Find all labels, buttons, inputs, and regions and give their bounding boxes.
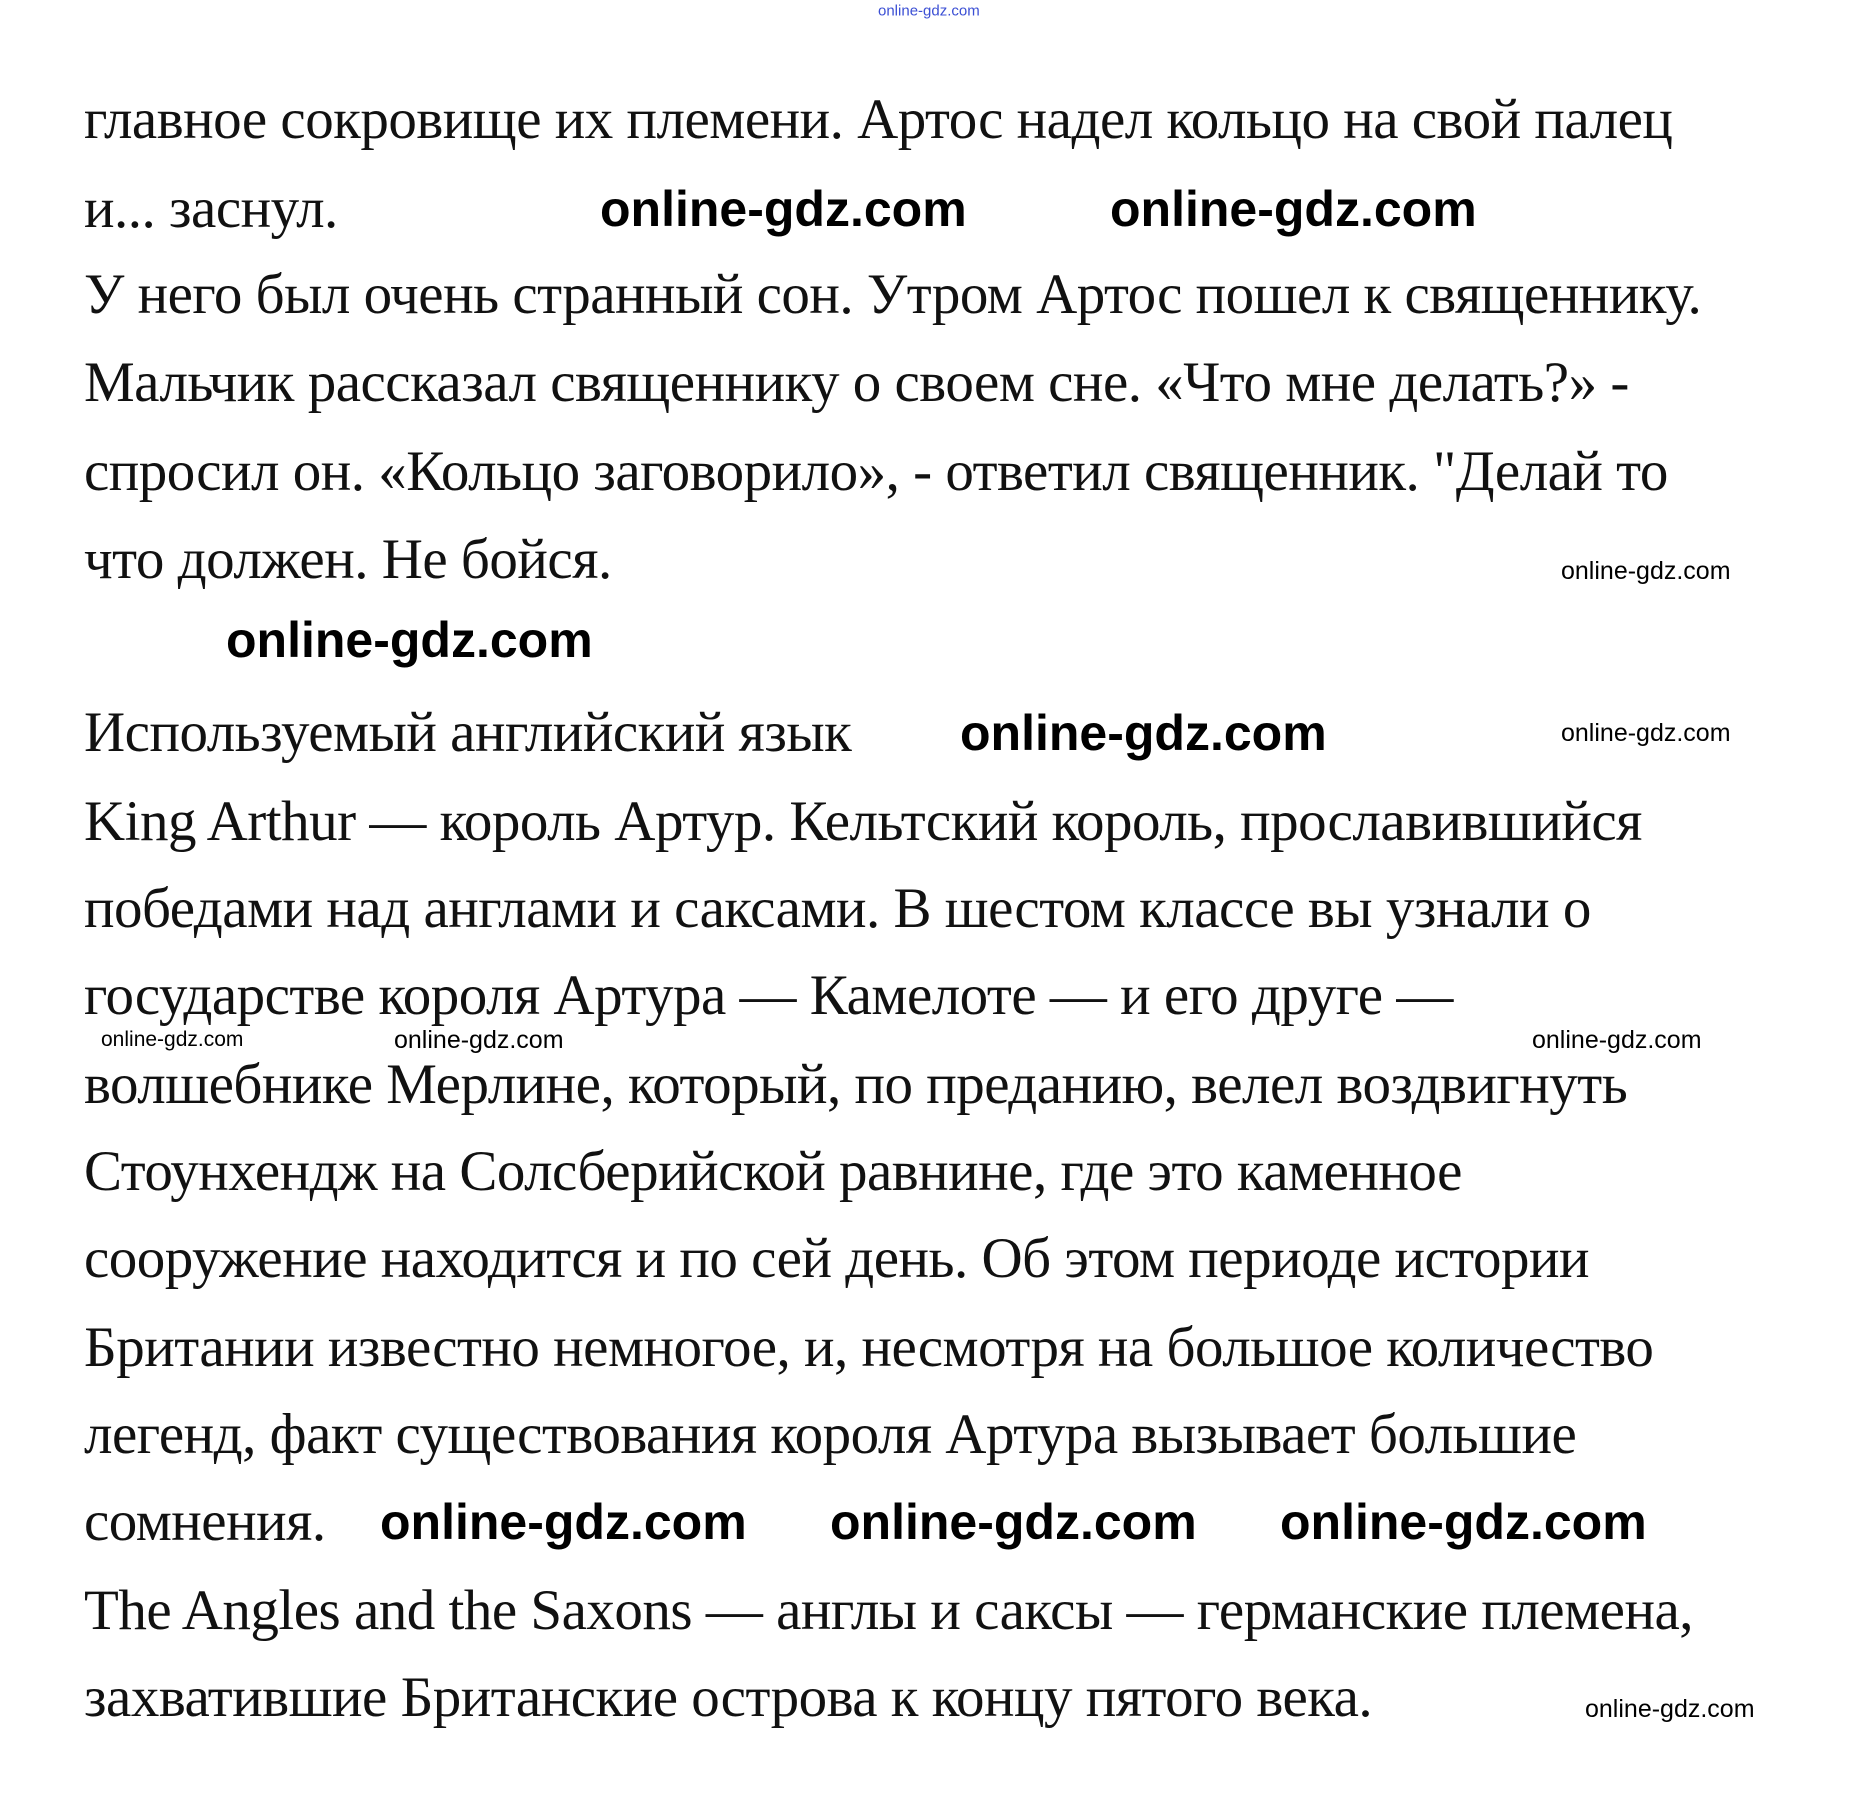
text-line: волшебнике Мерлине, который, по преданию, велел воздвигнуть (84, 1053, 1628, 1116)
text-line: победами над англами и саксами. В шестом классе вы узнали о (84, 877, 1591, 940)
text-line: легенд, факт существования короля Артура вызывает большие (84, 1403, 1577, 1466)
watermark: online-gdz.com (1561, 557, 1731, 585)
text-line: захватившие Британские острова к концу пятого века. (84, 1666, 1373, 1729)
text-line: The Angles and the Saxons — англы и саксы — германские племена, (84, 1579, 1694, 1642)
text-line: сооружение находится и по сей день. Об этом периоде истории (84, 1227, 1589, 1290)
watermark: online-gdz.com (226, 612, 593, 668)
text-line: У него был очень странный сон. Утром Артос пошел к священнику. (84, 263, 1702, 326)
watermark: online-gdz.com (1110, 181, 1477, 237)
watermark: online-gdz.com (1532, 1026, 1702, 1054)
watermark: online-gdz.com (1585, 1695, 1755, 1723)
watermark: online-gdz.com (830, 1494, 1197, 1550)
text-line: главное сокровище их племени. Артос надел кольцо на свой палец (84, 88, 1673, 151)
text-line: Стоунхендж на Солсберийской равнине, где это каменное (84, 1140, 1462, 1203)
watermark: online-gdz.com (1561, 719, 1731, 747)
watermark-top: online-gdz.com (878, 2, 980, 20)
text-line: спросил он. «Кольцо заговорило», - ответил священник. "Делай то (84, 440, 1668, 503)
watermark: online-gdz.com (380, 1494, 747, 1550)
watermark: online-gdz.com (101, 1028, 244, 1051)
text-line: сомнения. (84, 1490, 326, 1553)
watermark: online-gdz.com (1280, 1494, 1647, 1550)
text-line: Мальчик рассказал священнику о своем сне. «Что мне делать?» - (84, 351, 1629, 414)
watermark: online-gdz.com (600, 181, 967, 237)
text-line: Британии известно немногое, и, несмотря на большое количество (84, 1316, 1654, 1379)
section-heading: Используемый английский язык (84, 701, 852, 764)
text-line: что должен. Не бойся. (84, 528, 612, 591)
watermark: online-gdz.com (960, 705, 1327, 761)
text-line: и... заснул. (84, 177, 338, 240)
watermark: online-gdz.com (394, 1026, 564, 1054)
text-line: King Arthur — король Артур. Кельтский король, прославившийся (84, 790, 1642, 853)
text-line: государстве короля Артура — Камелоте — и его друге — (84, 964, 1453, 1027)
